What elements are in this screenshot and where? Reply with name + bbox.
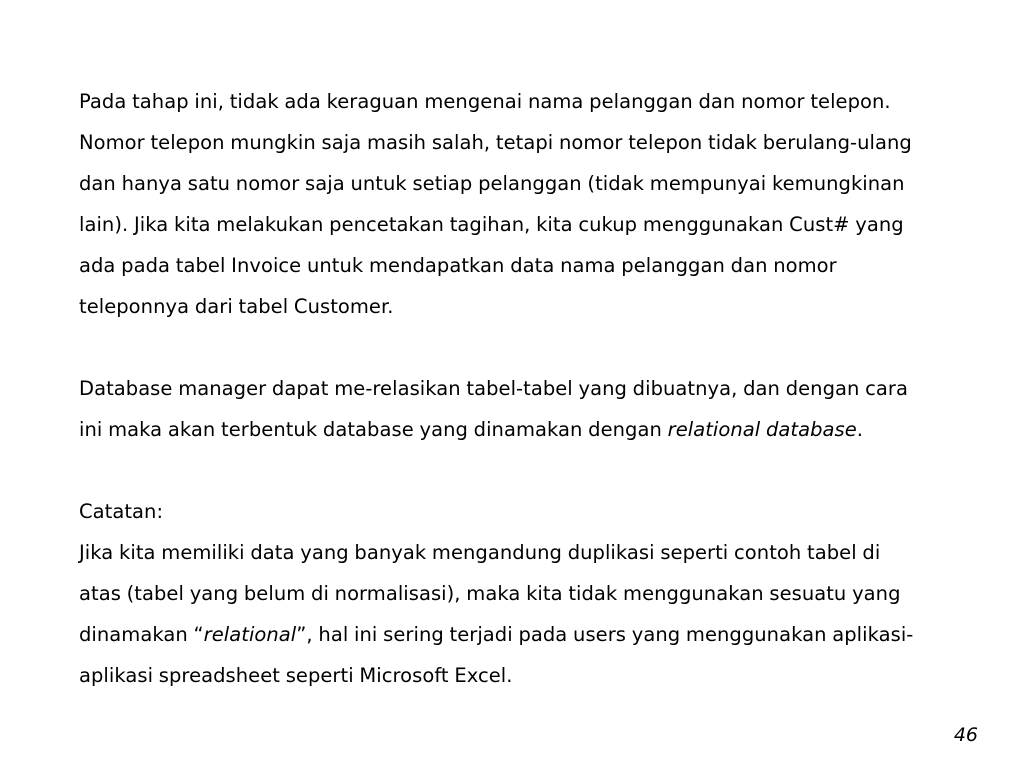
- note-line-3-suffix: ”, hal ini sering terjadi pada users yang menggunakan aplikasi-: [296, 623, 914, 646]
- relational-term: relational: [203, 623, 297, 646]
- paragraph-1-line-3: dan hanya satu nomor saja untuk setiap pelanggan (tidak mempunyai kemungkinan: [79, 172, 905, 195]
- paragraph-gap: [79, 327, 969, 368]
- note-line-3-prefix: dinamakan “: [79, 623, 204, 646]
- paragraph-1-line-1: Pada tahap ini, tidak ada keraguan mengenai nama pelanggan dan nomor telepon.: [79, 90, 891, 113]
- paragraph-2-line-1: Database manager dapat me-relasikan tabel-tabel yang dibuatnya, dan dengan cara: [79, 377, 908, 400]
- paragraph-1-line-4: lain). Jika kita melakukan pencetakan tagihan, kita cukup menggunakan Cust# yang: [79, 213, 904, 236]
- paragraph-2: [79, 368, 969, 450]
- paragraph-2-line-2-suffix: .: [856, 418, 864, 441]
- paragraph-gap: [79, 450, 969, 491]
- paragraph-2-line-2: [79, 409, 969, 450]
- paragraph-1-line-5: ada pada tabel Invoice untuk mendapatkan data nama pelanggan dan nomor: [79, 254, 837, 277]
- note-heading: Catatan:: [79, 500, 164, 523]
- paragraph-2-line-2-prefix: ini maka akan terbentuk database yang dinamakan dengan: [79, 418, 668, 441]
- note-line-4: aplikasi spreadsheet seperti Microsoft Excel.: [79, 664, 513, 687]
- slide-content: [79, 81, 969, 696]
- paragraph-1: [79, 81, 969, 327]
- note-line-2: atas (tabel yang belum di normalisasi), maka kita tidak menggunakan sesuatu yang: [79, 582, 901, 605]
- page-number: 46: [953, 724, 978, 746]
- relational-database-term: relational database: [667, 418, 857, 441]
- note-line-3: [79, 614, 969, 655]
- paragraph-1-line-6: teleponnya dari tabel Customer.: [79, 295, 394, 318]
- note-line-1: Jika kita memiliki data yang banyak mengandung duplikasi seperti contoh tabel di: [79, 541, 881, 564]
- note-section: [79, 491, 969, 696]
- paragraph-1-line-2: Nomor telepon mungkin saja masih salah, tetapi nomor telepon tidak berulang-ulang: [79, 131, 912, 154]
